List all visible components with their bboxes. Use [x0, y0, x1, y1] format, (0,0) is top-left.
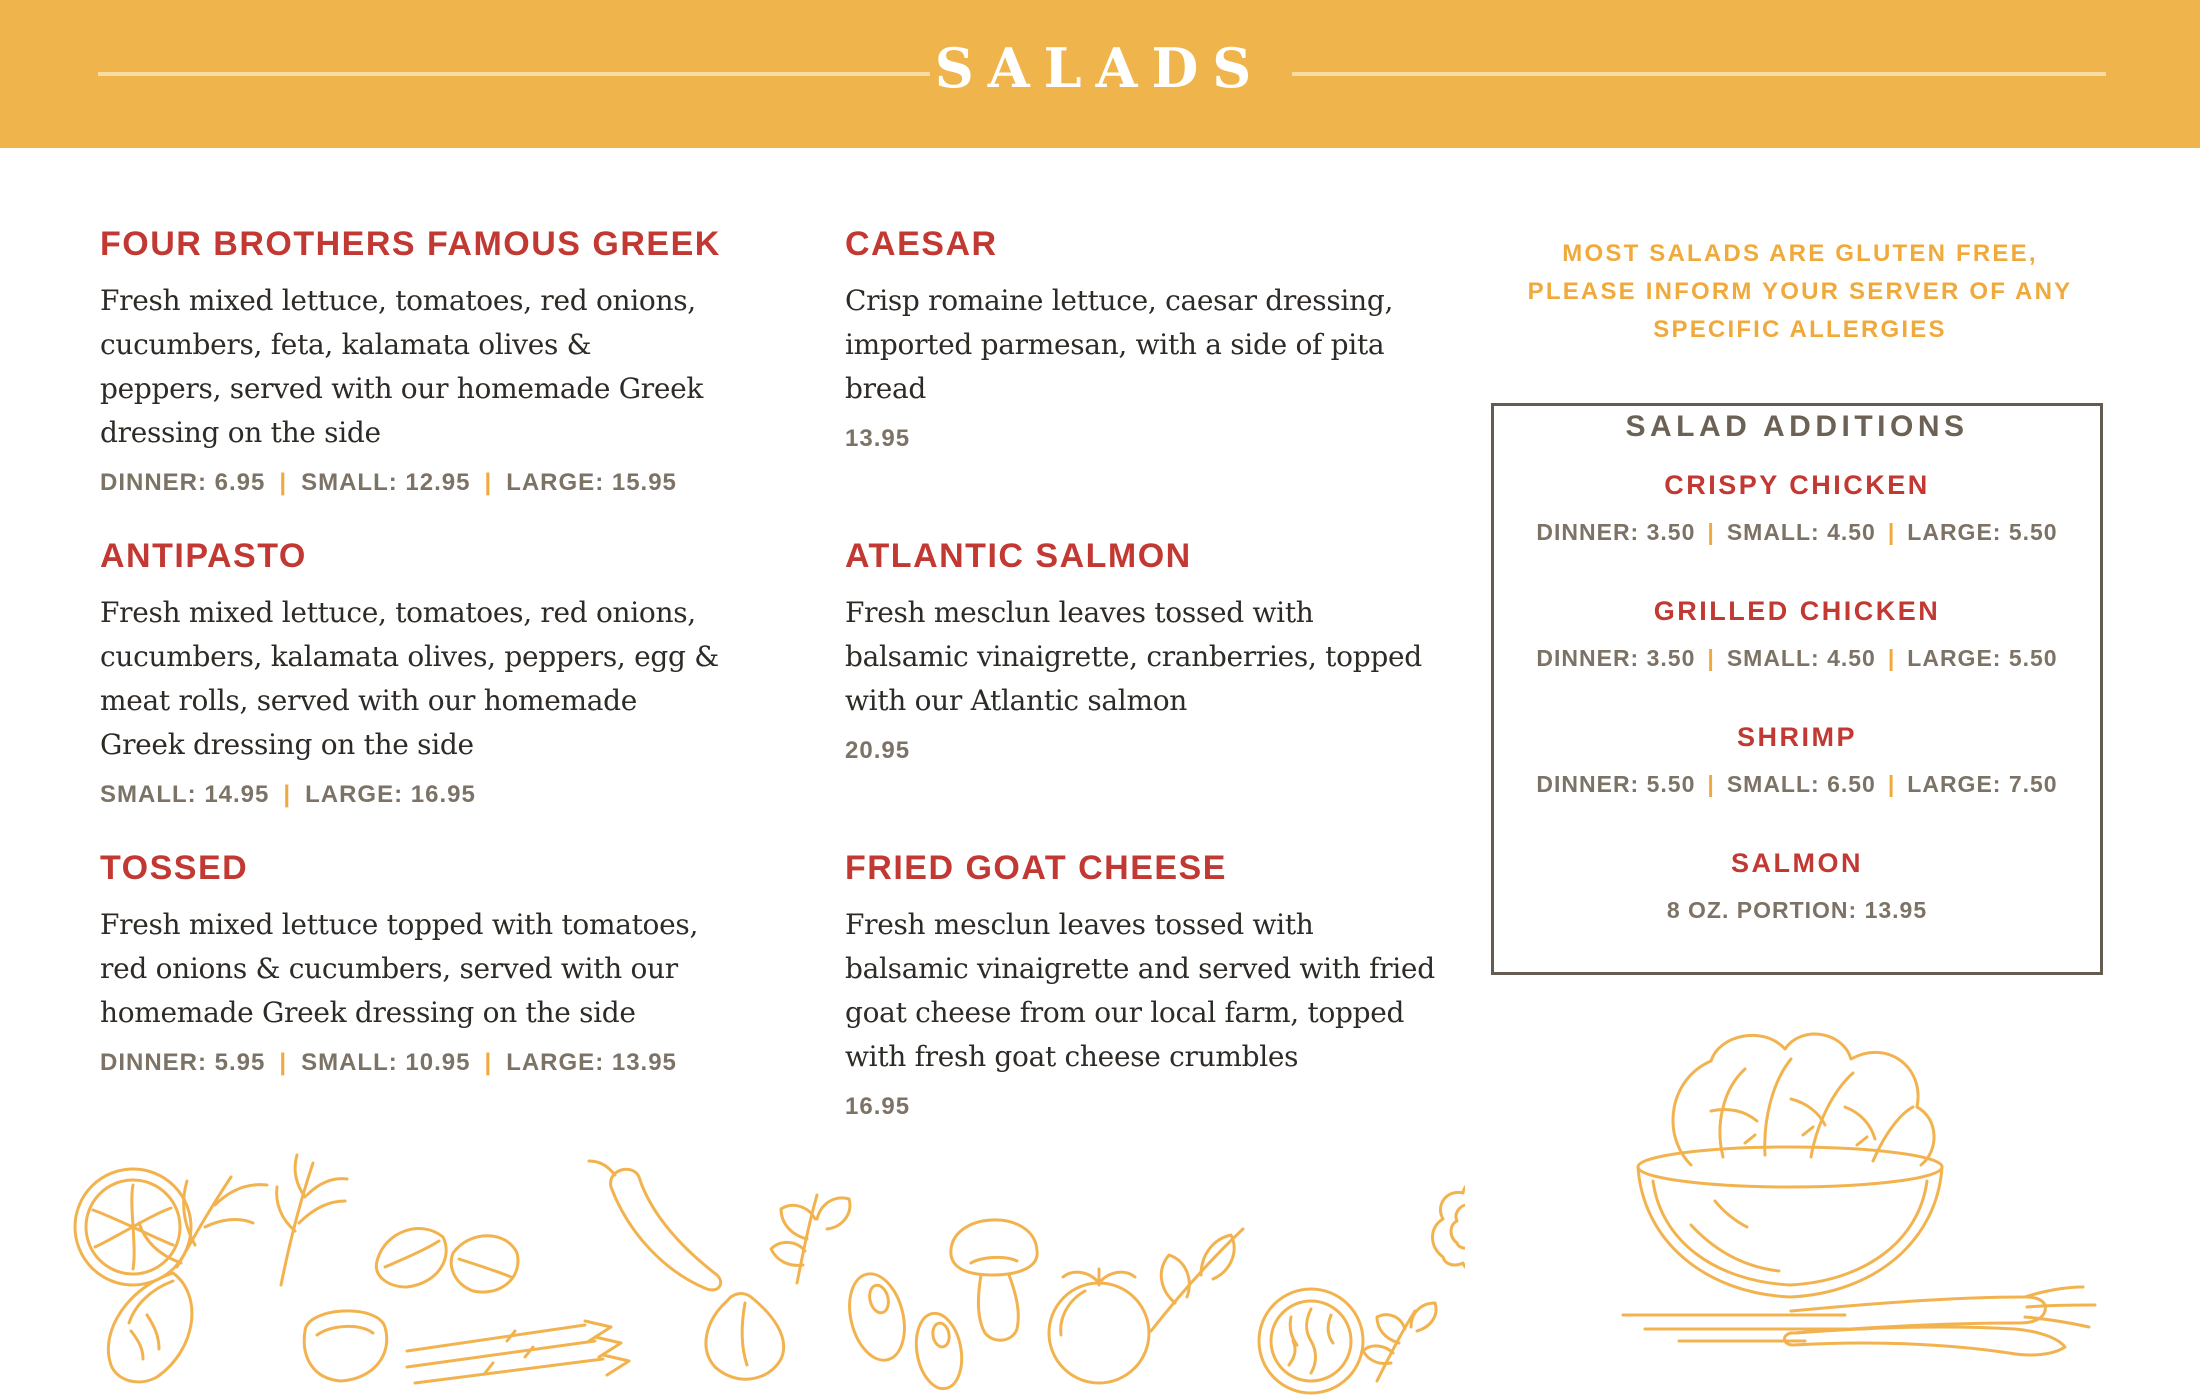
item-description: Crisp romaine lettuce, caesar dressing, imported parmesan, with a side of pita bread — [845, 284, 1394, 406]
price: DINNER: 5.95 — [100, 1049, 266, 1077]
gluten-free-note-line: SPECIFIC ALLERGIES — [1653, 316, 1947, 343]
addition-price-line — [1494, 771, 2100, 798]
olives-icon — [841, 1268, 967, 1392]
menu-item-tossed — [100, 850, 800, 1077]
gluten-free-note — [1470, 235, 2130, 349]
item-description: Fresh mesclun leaves tossed with balsamic vinaigrette, cranberries, topped with our Atlantic salmon — [845, 596, 1422, 718]
price-separator: | — [1887, 519, 1896, 545]
price: DINNER: 3.50 — [1536, 519, 1696, 545]
item-description: Fresh mixed lettuce, tomatoes, red onions, cucumbers, kalamata olives, peppers, egg & meat rolls, served with our homemade Greek dressing on the side — [100, 596, 719, 762]
parsley-sprig-icon — [771, 1195, 850, 1283]
chili-pepper-icon — [589, 1161, 721, 1290]
price-separator: | — [484, 469, 493, 497]
salad-additions-box — [1491, 403, 2103, 975]
addition-price-line — [1494, 519, 2100, 546]
item-name: FOUR BROTHERS FAMOUS GREEK — [100, 225, 721, 263]
item-name: FRIED GOAT CHEESE — [845, 849, 1227, 887]
menu-item-caesar — [845, 226, 1465, 538]
price: 13.95 — [845, 425, 911, 453]
menu-item-greek — [100, 226, 800, 538]
price: SMALL: 4.50 — [1726, 519, 1876, 545]
price: LARGE: 13.95 — [506, 1049, 677, 1077]
price-separator: | — [1707, 519, 1715, 545]
garlic-icon — [706, 1294, 784, 1380]
item-name: ATLANTIC SALMON — [845, 537, 1192, 575]
item-price-line — [845, 1093, 1465, 1121]
menu-item-fried-goat-cheese — [845, 850, 1465, 1121]
item-price-line — [845, 425, 1465, 453]
price: 8 OZ. PORTION: 13.95 — [1666, 897, 1928, 923]
price-separator: | — [1707, 645, 1715, 671]
vegetables-illustration — [55, 1135, 1465, 1400]
item-name: CAESAR — [845, 225, 998, 263]
basil-leaves-icon — [376, 1229, 518, 1293]
price: LARGE: 5.50 — [1907, 645, 2058, 671]
tomato-slice-2-icon — [1259, 1289, 1363, 1393]
spoon-icon — [1784, 1327, 2065, 1355]
price-separator: | — [484, 1049, 493, 1077]
item-description: Fresh mesclun leaves tossed with balsamic vinaigrette and served with fried goat cheese from our local farm, topped with fresh goat cheese crumbles — [845, 908, 1435, 1074]
menu-item-atlantic-salmon — [845, 538, 1465, 850]
addition-item-shrimp — [1494, 722, 2100, 798]
price: SMALL: 4.50 — [1726, 645, 1876, 671]
item-name: TOSSED — [100, 849, 249, 887]
price: SMALL: 10.95 — [301, 1049, 471, 1077]
price: DINNER: 5.50 — [1536, 771, 1696, 797]
addition-item-salmon — [1494, 848, 2100, 924]
price: SMALL: 6.50 — [1726, 771, 1876, 797]
gluten-free-note-line: PLEASE INFORM YOUR SERVER OF ANY — [1527, 278, 2073, 305]
price-separator: | — [279, 1049, 288, 1077]
addition-item-grilled-chicken — [1494, 596, 2100, 672]
gluten-free-note-line: MOST SALADS ARE GLUTEN FREE, — [1562, 240, 2038, 267]
tomato-slice-icon — [75, 1169, 191, 1285]
item-price-line — [845, 737, 1465, 765]
dill-sprig-icon — [277, 1155, 347, 1285]
asparagus-icon — [407, 1321, 629, 1383]
menu-item-antipasto — [100, 538, 800, 850]
price: LARGE: 5.50 — [1907, 519, 2058, 545]
price: 16.95 — [845, 1093, 911, 1121]
price: DINNER: 6.95 — [100, 469, 266, 497]
bowl-shadow-lines — [1623, 1315, 1865, 1341]
addition-name: GRILLED CHICKEN — [1653, 596, 1941, 626]
salad-additions-title: SALAD ADDITIONS — [1601, 410, 1992, 444]
addition-name: SHRIMP — [1736, 722, 1857, 752]
header-band — [0, 0, 2200, 148]
item-description: Fresh mixed lettuce topped with tomatoes, red onions & cucumbers, served with our homemade Greek dressing on the side — [100, 908, 699, 1030]
menu-column-middle — [845, 226, 1465, 1121]
addition-price-line — [1494, 897, 2100, 924]
item-description: Fresh mixed lettuce, tomatoes, red onions, cucumbers, feta, kalamata olives & peppers, served with our homemade Greek dressing on the side — [100, 284, 704, 450]
price-separator: | — [1887, 645, 1896, 671]
addition-name: SALMON — [1731, 848, 1863, 878]
addition-item-crispy-chicken — [1494, 470, 2100, 546]
price-separator: | — [1887, 771, 1896, 797]
menu-column-left — [100, 226, 800, 1077]
price-separator: | — [279, 469, 288, 497]
mushroom-icon — [951, 1220, 1037, 1340]
item-price-line — [100, 469, 800, 497]
parsley-sprig-2-icon — [1363, 1303, 1436, 1381]
addition-price-line — [1494, 645, 2100, 672]
mushroom-slice-icon — [304, 1311, 387, 1381]
addition-name: CRISPY CHICKEN — [1664, 470, 1930, 500]
price-separator: | — [283, 781, 292, 809]
price: SMALL: 12.95 — [301, 469, 471, 497]
item-price-line — [100, 781, 800, 809]
item-name: ANTIPASTO — [100, 537, 307, 575]
header-divider-right — [1292, 72, 2106, 76]
page-title: SALADS — [934, 36, 1266, 100]
price: LARGE: 16.95 — [305, 781, 476, 809]
price-separator: | — [1707, 771, 1715, 797]
tomato-icon — [1049, 1269, 1149, 1383]
price: DINNER: 3.50 — [1536, 645, 1696, 671]
price: LARGE: 7.50 — [1907, 771, 2058, 797]
pepper-rings-icon — [1433, 1180, 1466, 1272]
leaf-sprig-icon — [1151, 1229, 1243, 1331]
price: 20.95 — [845, 737, 911, 765]
bowl-icon — [1638, 1147, 1942, 1297]
price: LARGE: 15.95 — [506, 469, 677, 497]
lettuce-leaves-icon — [1673, 1034, 1934, 1165]
item-price-line — [100, 1049, 800, 1077]
salad-bowl-illustration — [1595, 1015, 2125, 1365]
price: SMALL: 14.95 — [100, 781, 270, 809]
